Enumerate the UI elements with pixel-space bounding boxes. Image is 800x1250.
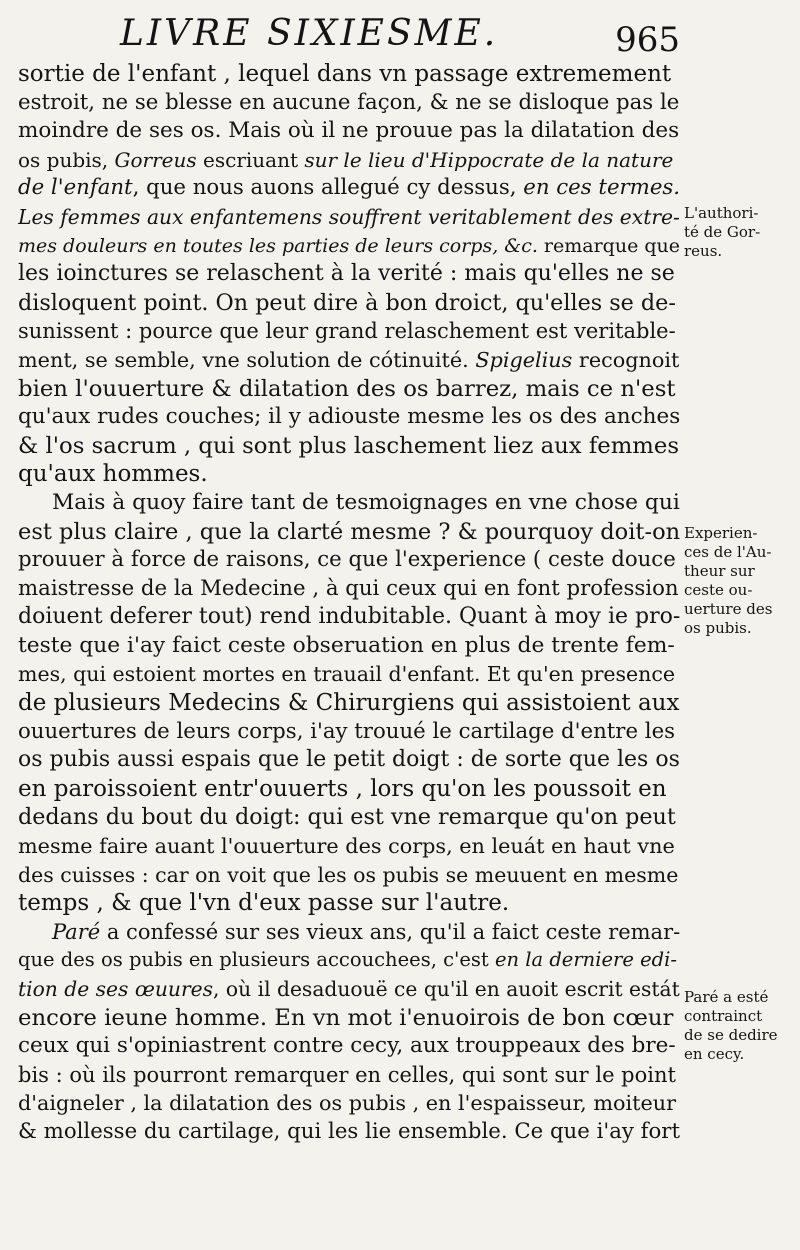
- text-segment: Gorreus: [114, 147, 197, 172]
- text-segment: sunissent : pource que leur grand relaschement est veritable-: [18, 319, 676, 344]
- text-line: [18, 1032, 680, 1061]
- text-line: [18, 918, 680, 947]
- text-line: [18, 203, 680, 232]
- text-line: [18, 289, 680, 318]
- text-segment: os pubis,: [18, 147, 115, 172]
- text-segment: de l'enfant: [18, 175, 133, 201]
- text-line: [18, 1004, 680, 1033]
- page-number: 965: [615, 20, 680, 60]
- text-line: [18, 317, 680, 346]
- text-line: [18, 746, 680, 775]
- text-segment: prouuer à force de raisons, ce que l'experience ( ceste douce: [18, 547, 676, 573]
- text-segment: ment, se semble, vne solution de cótinuité.: [18, 347, 476, 372]
- text-line: [18, 803, 680, 832]
- text-segment: que des os pubis en plusieurs accouchees, c'est: [18, 948, 495, 972]
- text-line: [18, 1089, 680, 1118]
- text-line: [18, 260, 680, 289]
- text-line: [18, 460, 680, 489]
- text-line: [18, 632, 680, 661]
- text-segment: , que nous auons allegué cy dessus,: [132, 175, 524, 201]
- text-line: [18, 975, 680, 1004]
- text-line: [18, 889, 680, 918]
- text-segment: en la derniere edi-: [494, 948, 677, 972]
- text-segment: d'aigneler , la dilatation des os pubis , en l'espaisseur, moiteur: [18, 1091, 677, 1116]
- text-line: [18, 603, 680, 632]
- text-line: [18, 489, 680, 518]
- text-segment: moindre de ses os. Mais où il ne prouue pas la dilatation des: [18, 118, 680, 144]
- text-line: [18, 346, 680, 375]
- text-segment: disloquent point. On peut dire à bon droict, qu'elles se de-: [18, 289, 676, 316]
- body-text: [18, 60, 680, 1147]
- text-segment: remarque que: [537, 234, 680, 257]
- text-line: [18, 117, 680, 146]
- text-segment: les ioinctures se relaschent à la verité : mais qu'elles ne se: [18, 261, 675, 287]
- text-line: [18, 375, 680, 404]
- text-segment: sur le lieu d'Hippocrate de la nature: [304, 147, 674, 172]
- text-segment: encore ieune homme. En vn mot i'enuoirois de bon cœur: [18, 1004, 674, 1031]
- text-segment: Spigelius: [475, 347, 573, 372]
- text-segment: mes douleurs en toutes les parties de leurs corps, &c.: [18, 234, 538, 257]
- text-segment: mes, qui estoient mortes en trauail d'enfant. Et qu'en presence: [18, 662, 675, 687]
- text-line: [18, 946, 680, 975]
- text-segment: bien l'ouuerture & dilatation des os barrez, mais ce n'est: [18, 375, 676, 402]
- text-segment: temps , & que l'vn d'eux passe sur l'autre.: [18, 890, 510, 917]
- text-line: [18, 575, 680, 604]
- text-segment: Paré: [52, 919, 101, 944]
- text-line: [18, 146, 680, 175]
- text-segment: dedans du bout du doigt: qui est vne remarque qu'on peut: [18, 804, 676, 831]
- text-line: [18, 1061, 680, 1090]
- text-segment: recognoit: [572, 347, 680, 372]
- text-segment: est plus claire , que la clarté mesme ? & pourquoy doit-on: [18, 518, 680, 545]
- text-segment: a confessé sur ses vieux ans, qu'il a faict ceste remar-: [100, 919, 680, 944]
- text-segment: & mollesse du cartilage, qui les lie ensemble. Ce que i'ay fort: [18, 1118, 680, 1144]
- text-segment: des cuisses : car on voit que les os pubis se meuuent en mesme: [18, 862, 679, 887]
- text-segment: tion de ses œuures: [18, 977, 214, 1001]
- margin-note-experiences: Experien- ces de l'Au- theur sur ceste ou- uerture des os pubis.: [684, 524, 773, 637]
- text-line: [18, 718, 680, 747]
- text-line: [18, 832, 680, 861]
- text-segment: ceux qui s'opiniastrent contre cecy, aux trouppeaux des bre-: [18, 1033, 676, 1059]
- text-segment: os pubis aussi espais que le petit doigt : de sorte que les os: [18, 747, 680, 773]
- text-line: [18, 861, 680, 890]
- text-segment: escriuant: [196, 147, 305, 172]
- page-header: [120, 6, 680, 64]
- text-segment: Mais à quoy faire tant de tesmoignages en vne chose qui: [52, 489, 680, 515]
- text-segment: , où il desaduouë ce qu'il en auoit escrit estát: [213, 977, 680, 1001]
- text-segment: & l'os sacrum , qui sont plus laschement liez aux femmes: [18, 432, 680, 459]
- text-segment: bis : où ils pourront remarquer en celles, qui sont sur le point: [18, 1062, 676, 1087]
- text-segment: Les femmes aux enfantemens souffrent veritablement des extre-: [18, 204, 680, 229]
- text-segment: qu'aux rudes couches; il y adiouste mesme les os des anches: [18, 404, 680, 430]
- text-segment: en ces termes.: [523, 175, 680, 201]
- text-line: [18, 546, 680, 575]
- text-line: [18, 689, 680, 718]
- text-segment: sortie de l'enfant , lequel dans vn passage extremement: [18, 61, 672, 87]
- running-head: LIVRE SIXIESME.: [120, 13, 499, 54]
- text-segment: de plusieurs Medecins & Chirurgiens qui assistoient aux: [18, 690, 680, 717]
- text-line: [18, 660, 680, 689]
- text-line: [18, 60, 680, 89]
- text-line: [18, 1118, 680, 1147]
- text-line: [18, 174, 680, 203]
- text-line: [18, 775, 680, 804]
- text-segment: teste que i'ay faict ceste obseruation en plus de trente fem-: [18, 632, 675, 658]
- text-segment: maistresse de la Medecine , à qui ceux qui en font profession: [18, 575, 679, 601]
- text-line: [18, 89, 680, 118]
- text-segment: doiuent deferer tout) rend indubitable. Quant à moy ie pro-: [18, 604, 680, 630]
- text-line: [18, 518, 680, 547]
- text-segment: en paroissoient entr'ouuerts , lors qu'on les poussoit en: [18, 775, 667, 802]
- text-line: [18, 403, 680, 432]
- text-segment: estroit, ne se blesse en aucune façon, & ne se disloque pas le: [18, 89, 680, 115]
- text-segment: mesme faire auant l'ouuerture des corps, en leuát en haut vne: [18, 834, 675, 859]
- text-line: [18, 432, 680, 461]
- margin-note-pare: Paré a esté contrainct de se dedire en cecy.: [684, 988, 778, 1063]
- text-line: [18, 232, 680, 261]
- text-segment: ouuertures de leurs corps, i'ay trouué le cartilage d'entre les: [18, 718, 676, 744]
- margin-note-gorreus: L'authori- té de Gor- reus.: [684, 204, 761, 260]
- text-segment: qu'aux hommes.: [18, 461, 208, 488]
